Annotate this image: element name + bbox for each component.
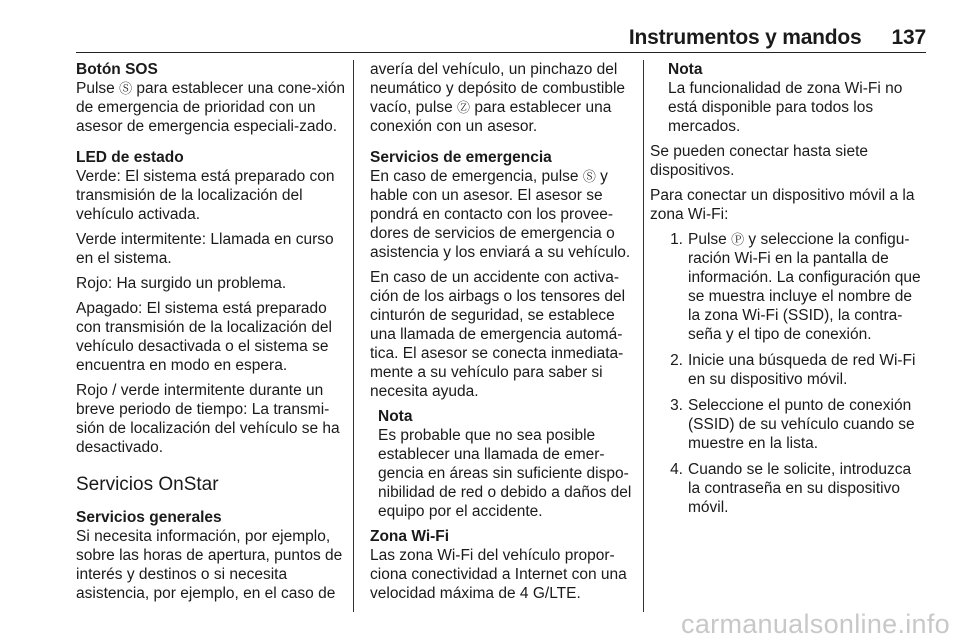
sos-icon: Ⓢ: [582, 169, 596, 184]
sos-icon: Ⓢ: [119, 81, 133, 96]
emergency-accident: En caso de un accidente con activa-ción de los airbags o los tensores del cinturón de seguridad, se establece una llamada de emergencia automá-tica. El asesor se conecta inmediata-mente a su vehículo para saber si necesita ayuda.: [370, 269, 626, 400]
note-text: Es probable que no sea posible establecer una llamada de emer-gencia en áreas sin suficiente dispo-nibilidad de red o debido a daños del equipo por el accidente.: [378, 427, 632, 520]
general-text: Si necesita información, por ejemplo, sobre las horas de apertura, puntos de interés y destinos o si necesita asistencia, por ejemplo, en el caso de: [76, 528, 343, 602]
cont-pre: avería del vehículo, un pinchazo del neumático y depósito de combustible vacío, pulse: [370, 61, 626, 116]
note-box-col3: [668, 60, 926, 136]
step-number: 3.: [670, 397, 683, 414]
sos-section: [76, 60, 346, 136]
column-1: [76, 60, 346, 609]
step-number: 1.: [670, 231, 683, 248]
page-number: 137: [891, 26, 926, 49]
column-divider-1: [353, 60, 354, 612]
emerg-pre: En caso de emergencia, pulse: [370, 168, 583, 185]
step-number: 2.: [670, 352, 683, 369]
page-header: [76, 26, 926, 52]
step-post: y seleccione la configu-ración Wi-Fi en la pantalla de información. La configuración que se muestra incluye el nombre de la zona Wi-Fi (SSID), la contra-seña y el tipo de conexión.: [688, 231, 921, 343]
column-divider-2: [643, 60, 644, 612]
note-heading: Nota: [668, 61, 703, 78]
wifi-heading: Zona Wi-Fi: [370, 528, 450, 545]
step-text: Seleccione el punto de conexión (SSID) de su vehículo cuando se muestre en la lista.: [688, 397, 915, 452]
general-heading: Servicios generales: [76, 509, 222, 526]
led-blink: Verde intermitente: Llamada en curso en el sistema.: [76, 231, 334, 267]
onstar-icon: Ⓩ: [457, 100, 471, 115]
column-2: [370, 60, 632, 609]
sos-text-pre: Pulse: [76, 80, 120, 97]
note-heading: Nota: [378, 408, 413, 425]
list-item: [650, 460, 926, 517]
sos-text-post: para establecer una cone-xión de emergencia de prioridad con un asesor de emergencia especiali-zado.: [76, 80, 345, 135]
note-text: La funcionalidad de zona Wi-Fi no está disponible para todos los mercados.: [668, 80, 903, 135]
list-item: [650, 230, 926, 344]
list-item: [650, 396, 926, 453]
watermark: carmanualsonline.info: [681, 609, 950, 639]
led-green: Verde: El sistema está preparado con transmisión de la localización del vehículo activada.: [76, 168, 335, 223]
emerg-post: y hable con un asesor. El asesor se pondrá en contacto con los provee-dores de servicios de emergencia o asistencia y los enviará a su vehículo.: [370, 168, 631, 261]
led-red-green: Rojo / verde intermitente durante un breve periodo de tiempo: La transmi-sión de localización del vehículo se ha desactivado.: [76, 382, 340, 456]
connect-steps: [650, 230, 926, 517]
sos-heading: Botón SOS: [76, 61, 158, 78]
led-heading: LED de estado: [76, 149, 184, 166]
devices-text: Se pueden conectar hasta siete dispositivos.: [650, 143, 869, 179]
wifi-text: Las zona Wi-Fi del vehículo propor-ciona conectividad a Internet con una velocidad máxima de 4 G/LTE.: [370, 547, 627, 602]
led-section: [76, 148, 346, 457]
general-text-cont: [370, 60, 632, 136]
led-off: Apagado: El sistema está preparado con transmisión de la localización del vehículo desactivada o el sistema se encuentra en modo en espera.: [76, 300, 332, 374]
sos-text: [76, 79, 346, 136]
column-3: [650, 60, 926, 524]
step-number: 4.: [670, 461, 683, 478]
step-text: [688, 230, 926, 344]
page-title: Instrumentos y mandos: [628, 26, 862, 49]
emergency-heading: Servicios de emergencia: [370, 149, 552, 166]
cont-post: para establecer una conexión con un asesor.: [370, 99, 612, 135]
list-item: [650, 351, 926, 389]
connect-intro: Para conectar un dispositivo móvil a la zona Wi-Fi:: [650, 187, 915, 223]
section-title: Servicios OnStar: [76, 474, 219, 495]
phone-icon: Ⓟ: [731, 232, 745, 247]
header-rule: [76, 52, 926, 53]
step-text: Inicie una búsqueda de red Wi-Fi en su dispositivo móvil.: [688, 352, 916, 388]
step-pre: Pulse: [688, 231, 732, 248]
led-red: Rojo: Ha surgido un problema.: [76, 275, 287, 292]
note-box-col2: [378, 407, 632, 521]
emergency-text: [370, 167, 632, 262]
step-text: Cuando se le solicite, introduzca la contraseña en su dispositivo móvil.: [688, 461, 912, 516]
